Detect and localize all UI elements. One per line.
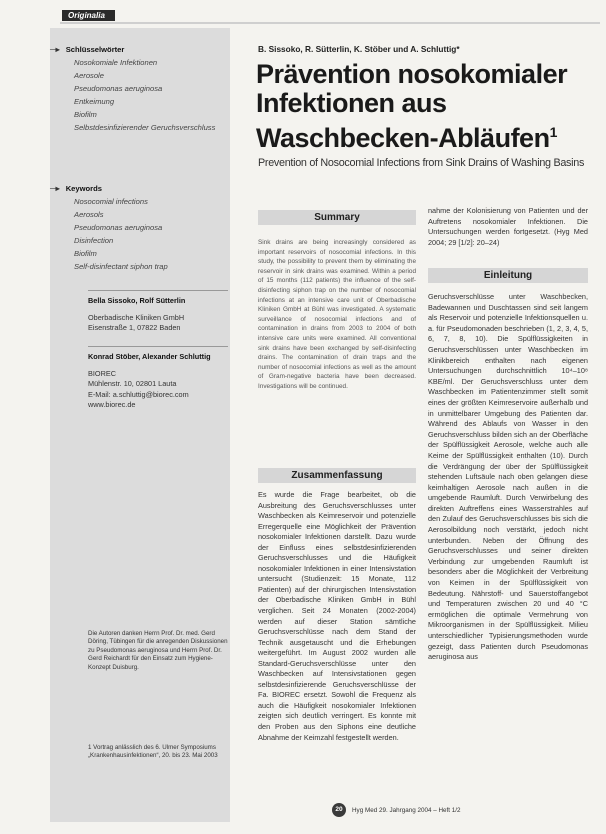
title-footnote-mark: 1 [549,124,557,140]
article-title [256,60,596,153]
keywords-de-heading [50,44,224,55]
address-block-2 [88,352,228,411]
article-title-text: Prävention nosokomialer Infektionen aus Waschbecken-Abläufen [256,59,568,153]
address-2-line: Mühlenstr. 10, 02801 Lauta [88,379,177,388]
keywords-de-list [74,57,224,133]
keyword-en-item: Nosocomial infections [74,197,148,206]
section-tag: Originalia [62,10,115,21]
keyword-de-item: Aerosole [74,71,104,80]
address-2-email: E-Mail: a.schluttig@biorec.com [88,389,189,399]
address-1-line: Oberbadische Kliniken GmbH [88,312,185,322]
keyword-de-item: Biofilm [74,110,97,119]
address-1-names: Bella Sissoko, Rolf Sütterlin [88,296,186,305]
address-2-website: www.biorec.de [88,400,136,409]
journal-citation: Hyg Med 29. Jahrgang 2004 – Heft 1/2 [352,806,461,814]
keyword-de-item: Nosokomiale Infektionen [74,58,158,67]
divider [88,290,228,291]
keywords-de-heading-label: Schlüsselwörter [65,45,125,54]
summary-continuation-text: nahme der Kolonisierung von Patienten und der Auftretens nosokomialer Infektionen. Die Untersuchungen werden fortgesetzt. (Hyg Med 2004; 29 [1/2]: 20–24) [428,206,588,247]
keyword-en-item: Disinfection [74,236,114,245]
zusammenfassung-heading: Zusammenfassung [258,468,416,483]
address-block-1 [88,296,228,334]
keyword-en-item: Pseudomonas aeruginosa [74,223,163,232]
article-authors: B. Sissoko, R. Sütterlin, K. Stöber und A. Schluttig* [258,44,460,54]
arrow-right-icon: ─▸ [50,45,60,54]
address-2-names: Konrad Stöber, Alexander Schluttig [88,352,211,361]
zusammenfassung-text: Es wurde die Frage bearbeitet, ob die Ausbreitung des Geruchsverschlusses unter Waschbecken als Keimreservoir und potenzielle Erregerquelle eine Möglichkeit der Prävention nosokomialer Infektionen darstellt. Dazu wurde der Einfluss eines selbstdesinfizierenden Geruchsverschlusses und die Häufigkeit nosokomialer Infektionen in einer Intensivstation untersucht (Studienzeit: 15 Monate, 112 Patienten) auf der chirurgischen Intensivstation der Oberbadische Kliniken GmbH in Bühl verglichen. Seit 24 Monaten (2002-2004) werden auf dieser Station sämtliche Geruchsverschlüsse nach dem Stand der Technik ausgetauscht und die Erhebungen weitergeführt. Im August 2002 wurden alle Standard-Geruchsverschlüsse unter den Waschbecken auf Intensivstationen gegen selbstdesinfizierende Geruchsverschlüsse der Fa. BIOREC ersetzt. Sowohl die Frequenz als auch die Häufigkeit nosokomialer Infektionen zeigten sich deutlich verringert. Es konnte mit den Proben aus den Siphons eine deutliche Abnahme der Keimzahl festgestellt werden. [258,490,416,742]
sidebar-panel [50,28,230,822]
einleitung-text: Geruchsverschlüsse unter Waschbecken, Badewannen und Duschtassen sind seit langem als Reservoir und potenzielle Infektionsquellen u. a. für Pseudomonaden beschrieben (1, 2, 3, 4, 5, 6, 7, 8, 10). Die Spülflüssigkeiten in Geruchsverschlüssen unter Waschbecken im Klinikbereich enthalten nach eigenen Untersuchungen durchschnittlich 10⁴–10⁸ KBE/ml. Der Geruchsverschluss unter dem Waschbecken im Patientenzimmer stellt somit eines der größten Keimreservoire außerhalb und in unmittelbarer Umgebung des Patienten dar. Während des Ablaufs von Wasser in den Geruchsverschluss bilden sich an der Oberfläche der Spülflüssigkeit Aerosole, welche auch alle Keime der Spülflüssigkeit enthalten (10). Durch die Verdrängung der über der Spülflüssigkeit stehenden Luftsäule nach oben gelangen diese keimhaltigen Aerosole nach außen in die umgebende Raumluft. Durch Verwirbelung des direkten Auftreffens eines Wasserstrahles auf den Zulauf des Geruchsverschlusses bis sich die Aerosolbildung noch verstärkt, jedoch nicht unterbunden. Neben der Öffnung des Geruchsverschlusses und seiner direkten Verbindung zur umgebenden Raumluft ist besonders aber die Möglichkeit der Verbreitung von Keimen in der Spülflüssigkeit von Bedeutung. Nährstoff- und Sauerstoffangebot und Temperaturen zwischen 20 und 40 °C ermöglichen die optimale Vermehrung von Mikroorganismen in der Spülflüssigkeit. Milieu unterschiedlicher Typisierungsmethoden wurde gezeigt, dass Patienten durch Pseudomonas aeruginosa aus [428,292,588,662]
arrow-right-icon: ─▸ [50,184,60,193]
keyword-de-item: Pseudomonas aeruginosa [74,84,163,93]
keywords-en-list [74,196,224,272]
header-rule [60,22,600,24]
divider [88,346,228,347]
article-subtitle: Prevention of Nosocomial Infections from Sink Drains of Washing Basins [258,157,585,169]
einleitung-heading: Einleitung [428,268,588,283]
acknowledgement-note: Die Autoren danken Herrn Prof. Dr. med. Gerd Döring, Tübingen für die anregenden Diskussionen zu Pseudomonas aeruginosa und Herrn Prof. Dr. Gerd Reichardt für den Einsatz zum Hygiene-Konzept Duisburg. [88,630,228,671]
keywords-en-block [50,183,224,274]
summary-heading: Summary [258,210,416,225]
keywords-en-heading-label: Keywords [65,184,102,193]
page-footer [332,803,461,817]
summary-text: Sink drains are being increasingly considered as important reservoirs of nosocomial infections. In this study, the possibility to prevent them by eliminating the reservoir in sink drains was examined. Within a period of 15 months (112 patients) the influence of the self-disinfecting siphon trap on the number of nosocomial infections at an intensive care unit of Oberbadische Kliniken GmbH at Bühl was investigated. A systematic surveillance of nosocomial infections and of contamination in drains from 2003 to 2004 of both intensive care units were examined. All conventional sink drains have been exchanged by self-disinfecting drains. The contamination of drain traps and the number of nosocomial infections as well as the amount of Gram-negative bacteria have been decreased. Investigations will be continued. [258,239,416,390]
address-2-line: BIOREC [88,368,116,378]
keyword-en-item: Biofilm [74,249,97,258]
keywords-de-block [50,44,224,135]
keywords-en-heading [50,183,224,194]
keyword-de-item: Entkeimung [74,97,115,106]
keyword-en-item: Aerosols [74,210,104,219]
keyword-en-item: Self-disinfectant siphon trap [74,262,168,271]
keyword-de-item: Selbstdesinfizierender Geruchsverschluss [74,123,216,132]
lecture-footnote: 1 Vortrag anlässlich des 6. Ulmer Symposiums „Krankenhausinfektionen“, 20. bis 23. Mai 2003 [88,744,218,760]
address-1-line: Eisenstraße 1, 07822 Baden [88,323,181,332]
page-number: 20 [332,803,346,817]
